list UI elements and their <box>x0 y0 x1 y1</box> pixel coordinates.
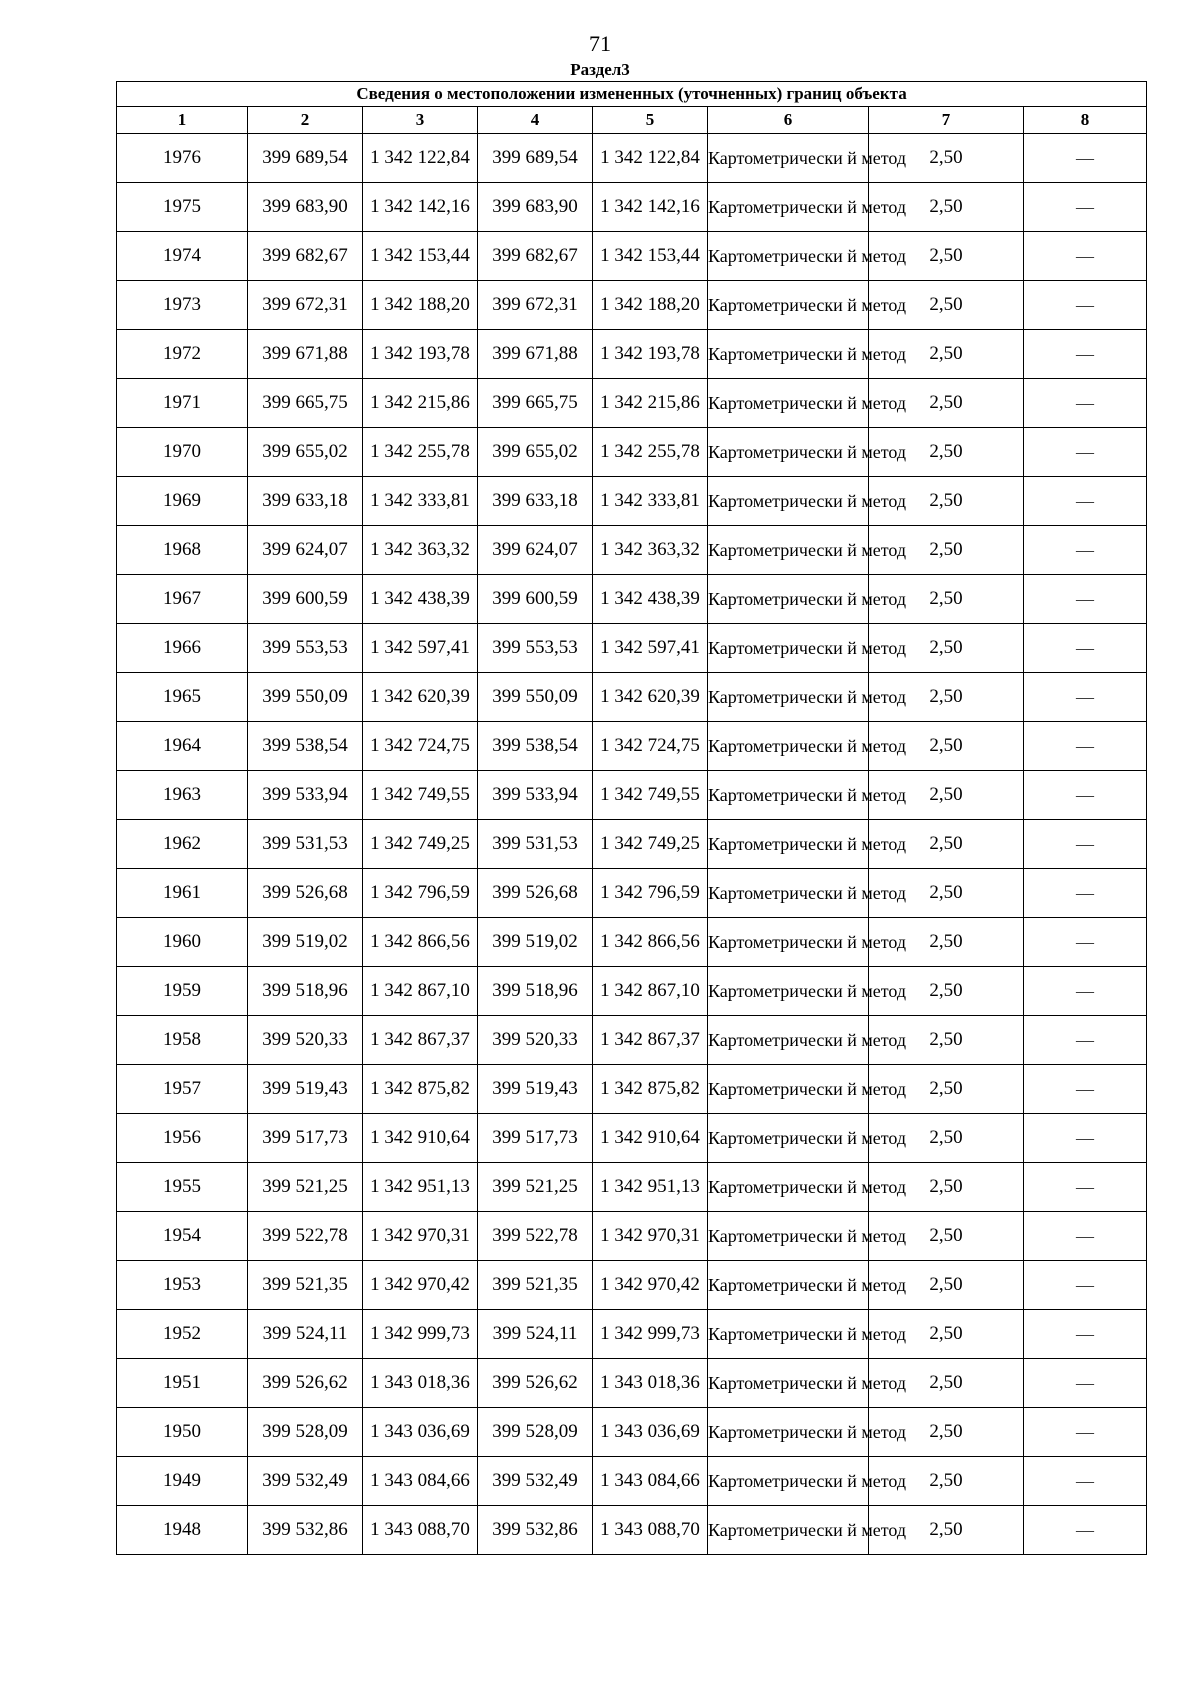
old-y-cell: 1 342 122,84 <box>363 134 478 183</box>
new-y-cell: 1 342 363,32 <box>593 526 708 575</box>
method-cell: Картометрически й метод <box>708 673 869 722</box>
point-number-cell: 1962 <box>117 820 248 869</box>
point-number-cell: 1965 <box>117 673 248 722</box>
method-cell: Картометрически й метод <box>708 820 869 869</box>
method-cell: Картометрически й метод <box>708 1359 869 1408</box>
method-cell: Картометрически й метод <box>708 477 869 526</box>
old-x-cell: 399 522,78 <box>248 1212 363 1261</box>
old-y-cell: 1 343 088,70 <box>363 1506 478 1555</box>
new-y-cell: 1 342 749,25 <box>593 820 708 869</box>
table-row <box>117 869 1147 918</box>
method-cell: Картометрически й метод <box>708 967 869 1016</box>
point-number-cell: 1958 <box>117 1016 248 1065</box>
new-y-cell: 1 342 875,82 <box>593 1065 708 1114</box>
old-x-cell: 399 520,33 <box>248 1016 363 1065</box>
description-cell: — <box>1024 428 1147 477</box>
new-x-cell: 399 665,75 <box>478 379 593 428</box>
new-y-cell: 1 343 084,66 <box>593 1457 708 1506</box>
table-row <box>117 1016 1147 1065</box>
table-caption-row <box>117 82 1147 107</box>
old-y-cell: 1 342 724,75 <box>363 722 478 771</box>
description-cell: — <box>1024 624 1147 673</box>
new-y-cell: 1 342 122,84 <box>593 134 708 183</box>
point-number-cell: 1968 <box>117 526 248 575</box>
old-y-cell: 1 342 215,86 <box>363 379 478 428</box>
old-x-cell: 399 682,67 <box>248 232 363 281</box>
accuracy-cell: 2,50 <box>869 575 1024 624</box>
new-y-cell: 1 342 153,44 <box>593 232 708 281</box>
accuracy-cell: 2,50 <box>869 771 1024 820</box>
point-number-cell: 1970 <box>117 428 248 477</box>
description-cell: — <box>1024 526 1147 575</box>
accuracy-cell: 2,50 <box>869 1016 1024 1065</box>
point-number-cell: 1964 <box>117 722 248 771</box>
description-cell: — <box>1024 918 1147 967</box>
old-y-cell: 1 342 438,39 <box>363 575 478 624</box>
new-y-cell: 1 342 255,78 <box>593 428 708 477</box>
column-number-row <box>117 107 1147 134</box>
point-number-cell: 1974 <box>117 232 248 281</box>
new-x-cell: 399 521,35 <box>478 1261 593 1310</box>
column-number-header: 6 <box>708 107 869 134</box>
description-cell: — <box>1024 1163 1147 1212</box>
description-cell: — <box>1024 771 1147 820</box>
old-x-cell: 399 531,53 <box>248 820 363 869</box>
point-number-cell: 1951 <box>117 1359 248 1408</box>
point-number-cell: 1959 <box>117 967 248 1016</box>
new-y-cell: 1 342 749,55 <box>593 771 708 820</box>
old-y-cell: 1 342 951,13 <box>363 1163 478 1212</box>
old-x-cell: 399 683,90 <box>248 183 363 232</box>
old-x-cell: 399 665,75 <box>248 379 363 428</box>
accuracy-cell: 2,50 <box>869 1212 1024 1261</box>
description-cell: — <box>1024 1457 1147 1506</box>
description-cell: — <box>1024 1065 1147 1114</box>
boundary-coordinates-table <box>116 81 1147 1555</box>
new-y-cell: 1 342 142,16 <box>593 183 708 232</box>
accuracy-cell: 2,50 <box>869 1359 1024 1408</box>
point-number-cell: 1973 <box>117 281 248 330</box>
old-x-cell: 399 689,54 <box>248 134 363 183</box>
new-y-cell: 1 342 438,39 <box>593 575 708 624</box>
table-row <box>117 1261 1147 1310</box>
new-x-cell: 399 532,86 <box>478 1506 593 1555</box>
old-x-cell: 399 624,07 <box>248 526 363 575</box>
table-row <box>117 526 1147 575</box>
column-number-header: 7 <box>869 107 1024 134</box>
old-x-cell: 399 538,54 <box>248 722 363 771</box>
accuracy-cell: 2,50 <box>869 1457 1024 1506</box>
old-y-cell: 1 343 018,36 <box>363 1359 478 1408</box>
description-cell: — <box>1024 673 1147 722</box>
method-cell: Картометрически й метод <box>708 1114 869 1163</box>
new-x-cell: 399 520,33 <box>478 1016 593 1065</box>
accuracy-cell: 2,50 <box>869 1065 1024 1114</box>
description-cell: — <box>1024 575 1147 624</box>
old-x-cell: 399 519,43 <box>248 1065 363 1114</box>
old-x-cell: 399 517,73 <box>248 1114 363 1163</box>
new-y-cell: 1 342 867,37 <box>593 1016 708 1065</box>
accuracy-cell: 2,50 <box>869 820 1024 869</box>
old-y-cell: 1 342 153,44 <box>363 232 478 281</box>
old-y-cell: 1 342 866,56 <box>363 918 478 967</box>
description-cell: — <box>1024 232 1147 281</box>
old-x-cell: 399 521,35 <box>248 1261 363 1310</box>
new-x-cell: 399 526,68 <box>478 869 593 918</box>
new-x-cell: 399 689,54 <box>478 134 593 183</box>
table-body <box>117 134 1147 1555</box>
column-number-header: 3 <box>363 107 478 134</box>
method-cell: Картометрически й метод <box>708 232 869 281</box>
new-y-cell: 1 342 866,56 <box>593 918 708 967</box>
old-y-cell: 1 342 255,78 <box>363 428 478 477</box>
old-y-cell: 1 342 333,81 <box>363 477 478 526</box>
accuracy-cell: 2,50 <box>869 232 1024 281</box>
table-row <box>117 232 1147 281</box>
old-x-cell: 399 672,31 <box>248 281 363 330</box>
table-row <box>117 1408 1147 1457</box>
accuracy-cell: 2,50 <box>869 428 1024 477</box>
accuracy-cell: 2,50 <box>869 1408 1024 1457</box>
accuracy-cell: 2,50 <box>869 330 1024 379</box>
method-cell: Картометрически й метод <box>708 1408 869 1457</box>
old-y-cell: 1 342 193,78 <box>363 330 478 379</box>
new-x-cell: 399 533,94 <box>478 771 593 820</box>
table-row <box>117 428 1147 477</box>
description-cell: — <box>1024 820 1147 869</box>
old-y-cell: 1 343 084,66 <box>363 1457 478 1506</box>
page-number: 71 <box>589 31 611 56</box>
accuracy-cell: 2,50 <box>869 477 1024 526</box>
old-y-cell: 1 342 867,10 <box>363 967 478 1016</box>
point-number-cell: 1969 <box>117 477 248 526</box>
new-y-cell: 1 343 036,69 <box>593 1408 708 1457</box>
old-y-cell: 1 342 749,25 <box>363 820 478 869</box>
old-y-cell: 1 342 188,20 <box>363 281 478 330</box>
description-cell: — <box>1024 1408 1147 1457</box>
method-cell: Картометрически й метод <box>708 330 869 379</box>
description-cell: — <box>1024 281 1147 330</box>
point-number-cell: 1961 <box>117 869 248 918</box>
old-x-cell: 399 600,59 <box>248 575 363 624</box>
description-cell: — <box>1024 1114 1147 1163</box>
point-number-cell: 1966 <box>117 624 248 673</box>
new-y-cell: 1 342 724,75 <box>593 722 708 771</box>
old-x-cell: 399 518,96 <box>248 967 363 1016</box>
new-x-cell: 399 538,54 <box>478 722 593 771</box>
old-y-cell: 1 342 910,64 <box>363 1114 478 1163</box>
new-y-cell: 1 343 018,36 <box>593 1359 708 1408</box>
point-number-cell: 1957 <box>117 1065 248 1114</box>
new-x-cell: 399 655,02 <box>478 428 593 477</box>
method-cell: Картометрически й метод <box>708 379 869 428</box>
method-cell: Картометрически й метод <box>708 134 869 183</box>
table-row <box>117 477 1147 526</box>
accuracy-cell: 2,50 <box>869 673 1024 722</box>
description-cell: — <box>1024 1506 1147 1555</box>
accuracy-cell: 2,50 <box>869 1163 1024 1212</box>
point-number-cell: 1953 <box>117 1261 248 1310</box>
point-number-cell: 1967 <box>117 575 248 624</box>
new-y-cell: 1 342 867,10 <box>593 967 708 1016</box>
description-cell: — <box>1024 183 1147 232</box>
new-x-cell: 399 532,49 <box>478 1457 593 1506</box>
column-number-header: 5 <box>593 107 708 134</box>
method-cell: Картометрически й метод <box>708 869 869 918</box>
column-number-header: 8 <box>1024 107 1147 134</box>
method-cell: Картометрически й метод <box>708 1310 869 1359</box>
new-x-cell: 399 528,09 <box>478 1408 593 1457</box>
old-y-cell: 1 342 796,59 <box>363 869 478 918</box>
old-y-cell: 1 342 999,73 <box>363 1310 478 1359</box>
table-row <box>117 1506 1147 1555</box>
new-y-cell: 1 342 215,86 <box>593 379 708 428</box>
new-y-cell: 1 342 597,41 <box>593 624 708 673</box>
point-number-cell: 1960 <box>117 918 248 967</box>
table-caption: Сведения о местоположении измененных (уточненных) границ объекта <box>117 82 1147 107</box>
old-x-cell: 399 519,02 <box>248 918 363 967</box>
new-x-cell: 399 522,78 <box>478 1212 593 1261</box>
point-number-cell: 1963 <box>117 771 248 820</box>
accuracy-cell: 2,50 <box>869 281 1024 330</box>
new-x-cell: 399 683,90 <box>478 183 593 232</box>
table-row <box>117 1212 1147 1261</box>
point-number-cell: 1955 <box>117 1163 248 1212</box>
column-number-header: 2 <box>248 107 363 134</box>
accuracy-cell: 2,50 <box>869 134 1024 183</box>
method-cell: Картометрически й метод <box>708 575 869 624</box>
table-row <box>117 624 1147 673</box>
point-number-cell: 1956 <box>117 1114 248 1163</box>
method-cell: Картометрически й метод <box>708 281 869 330</box>
old-x-cell: 399 553,53 <box>248 624 363 673</box>
accuracy-cell: 2,50 <box>869 526 1024 575</box>
method-cell: Картометрически й метод <box>708 1261 869 1310</box>
description-cell: — <box>1024 869 1147 918</box>
section-title: Раздел3 <box>570 60 630 79</box>
table-row <box>117 1163 1147 1212</box>
old-y-cell: 1 342 970,42 <box>363 1261 478 1310</box>
new-x-cell: 399 521,25 <box>478 1163 593 1212</box>
new-y-cell: 1 343 088,70 <box>593 1506 708 1555</box>
point-number-cell: 1950 <box>117 1408 248 1457</box>
new-y-cell: 1 342 333,81 <box>593 477 708 526</box>
new-x-cell: 399 671,88 <box>478 330 593 379</box>
method-cell: Картометрически й метод <box>708 1016 869 1065</box>
method-cell: Картометрически й метод <box>708 918 869 967</box>
description-cell: — <box>1024 1310 1147 1359</box>
old-x-cell: 399 526,62 <box>248 1359 363 1408</box>
description-cell: — <box>1024 330 1147 379</box>
new-y-cell: 1 342 188,20 <box>593 281 708 330</box>
table-row <box>117 771 1147 820</box>
old-x-cell: 399 528,09 <box>248 1408 363 1457</box>
accuracy-cell: 2,50 <box>869 869 1024 918</box>
accuracy-cell: 2,50 <box>869 918 1024 967</box>
new-y-cell: 1 342 970,31 <box>593 1212 708 1261</box>
description-cell: — <box>1024 1359 1147 1408</box>
old-y-cell: 1 342 749,55 <box>363 771 478 820</box>
point-number-cell: 1972 <box>117 330 248 379</box>
accuracy-cell: 2,50 <box>869 183 1024 232</box>
method-cell: Картометрически й метод <box>708 526 869 575</box>
point-number-cell: 1952 <box>117 1310 248 1359</box>
new-x-cell: 399 524,11 <box>478 1310 593 1359</box>
new-x-cell: 399 600,59 <box>478 575 593 624</box>
table-row <box>117 673 1147 722</box>
point-number-cell: 1976 <box>117 134 248 183</box>
table-row <box>117 918 1147 967</box>
old-x-cell: 399 550,09 <box>248 673 363 722</box>
method-cell: Картометрически й метод <box>708 428 869 477</box>
method-cell: Картометрически й метод <box>708 722 869 771</box>
accuracy-cell: 2,50 <box>869 1310 1024 1359</box>
accuracy-cell: 2,50 <box>869 1114 1024 1163</box>
method-cell: Картометрически й метод <box>708 624 869 673</box>
new-x-cell: 399 531,53 <box>478 820 593 869</box>
new-x-cell: 399 553,53 <box>478 624 593 673</box>
old-y-cell: 1 343 036,69 <box>363 1408 478 1457</box>
new-y-cell: 1 342 620,39 <box>593 673 708 722</box>
table-row <box>117 1457 1147 1506</box>
description-cell: — <box>1024 379 1147 428</box>
table-row <box>117 134 1147 183</box>
description-cell: — <box>1024 477 1147 526</box>
old-x-cell: 399 671,88 <box>248 330 363 379</box>
table-row <box>117 1114 1147 1163</box>
table-row <box>117 183 1147 232</box>
new-x-cell: 399 633,18 <box>478 477 593 526</box>
description-cell: — <box>1024 1212 1147 1261</box>
new-x-cell: 399 526,62 <box>478 1359 593 1408</box>
new-y-cell: 1 342 999,73 <box>593 1310 708 1359</box>
old-y-cell: 1 342 620,39 <box>363 673 478 722</box>
old-y-cell: 1 342 142,16 <box>363 183 478 232</box>
description-cell: — <box>1024 1261 1147 1310</box>
table-row <box>117 379 1147 428</box>
new-x-cell: 399 624,07 <box>478 526 593 575</box>
column-number-header: 1 <box>117 107 248 134</box>
method-cell: Картометрически й метод <box>708 183 869 232</box>
table-row <box>117 575 1147 624</box>
old-x-cell: 399 532,49 <box>248 1457 363 1506</box>
new-x-cell: 399 550,09 <box>478 673 593 722</box>
new-y-cell: 1 342 970,42 <box>593 1261 708 1310</box>
table-row <box>117 820 1147 869</box>
table-row <box>117 722 1147 771</box>
old-y-cell: 1 342 867,37 <box>363 1016 478 1065</box>
new-y-cell: 1 342 910,64 <box>593 1114 708 1163</box>
new-y-cell: 1 342 796,59 <box>593 869 708 918</box>
table-row <box>117 281 1147 330</box>
accuracy-cell: 2,50 <box>869 722 1024 771</box>
old-y-cell: 1 342 597,41 <box>363 624 478 673</box>
table-row <box>117 1065 1147 1114</box>
accuracy-cell: 2,50 <box>869 1506 1024 1555</box>
table-row <box>117 967 1147 1016</box>
accuracy-cell: 2,50 <box>869 624 1024 673</box>
table-row <box>117 1310 1147 1359</box>
old-x-cell: 399 526,68 <box>248 869 363 918</box>
method-cell: Картометрически й метод <box>708 1457 869 1506</box>
old-y-cell: 1 342 875,82 <box>363 1065 478 1114</box>
old-x-cell: 399 655,02 <box>248 428 363 477</box>
description-cell: — <box>1024 722 1147 771</box>
accuracy-cell: 2,50 <box>869 967 1024 1016</box>
method-cell: Картометрически й метод <box>708 1163 869 1212</box>
point-number-cell: 1954 <box>117 1212 248 1261</box>
accuracy-cell: 2,50 <box>869 1261 1024 1310</box>
table-row <box>117 1359 1147 1408</box>
table-row <box>117 330 1147 379</box>
new-x-cell: 399 672,31 <box>478 281 593 330</box>
old-x-cell: 399 532,86 <box>248 1506 363 1555</box>
new-x-cell: 399 517,73 <box>478 1114 593 1163</box>
method-cell: Картометрически й метод <box>708 771 869 820</box>
point-number-cell: 1949 <box>117 1457 248 1506</box>
description-cell: — <box>1024 967 1147 1016</box>
new-x-cell: 399 518,96 <box>478 967 593 1016</box>
old-x-cell: 399 521,25 <box>248 1163 363 1212</box>
new-x-cell: 399 519,02 <box>478 918 593 967</box>
method-cell: Картометрически й метод <box>708 1212 869 1261</box>
column-number-header: 4 <box>478 107 593 134</box>
old-x-cell: 399 533,94 <box>248 771 363 820</box>
point-number-cell: 1975 <box>117 183 248 232</box>
accuracy-cell: 2,50 <box>869 379 1024 428</box>
old-y-cell: 1 342 363,32 <box>363 526 478 575</box>
old-x-cell: 399 524,11 <box>248 1310 363 1359</box>
old-x-cell: 399 633,18 <box>248 477 363 526</box>
new-x-cell: 399 519,43 <box>478 1065 593 1114</box>
point-number-cell: 1971 <box>117 379 248 428</box>
description-cell: — <box>1024 1016 1147 1065</box>
description-cell: — <box>1024 134 1147 183</box>
new-y-cell: 1 342 951,13 <box>593 1163 708 1212</box>
method-cell: Картометрически й метод <box>708 1065 869 1114</box>
point-number-cell: 1948 <box>117 1506 248 1555</box>
old-y-cell: 1 342 970,31 <box>363 1212 478 1261</box>
new-x-cell: 399 682,67 <box>478 232 593 281</box>
method-cell: Картометрически й метод <box>708 1506 869 1555</box>
new-y-cell: 1 342 193,78 <box>593 330 708 379</box>
